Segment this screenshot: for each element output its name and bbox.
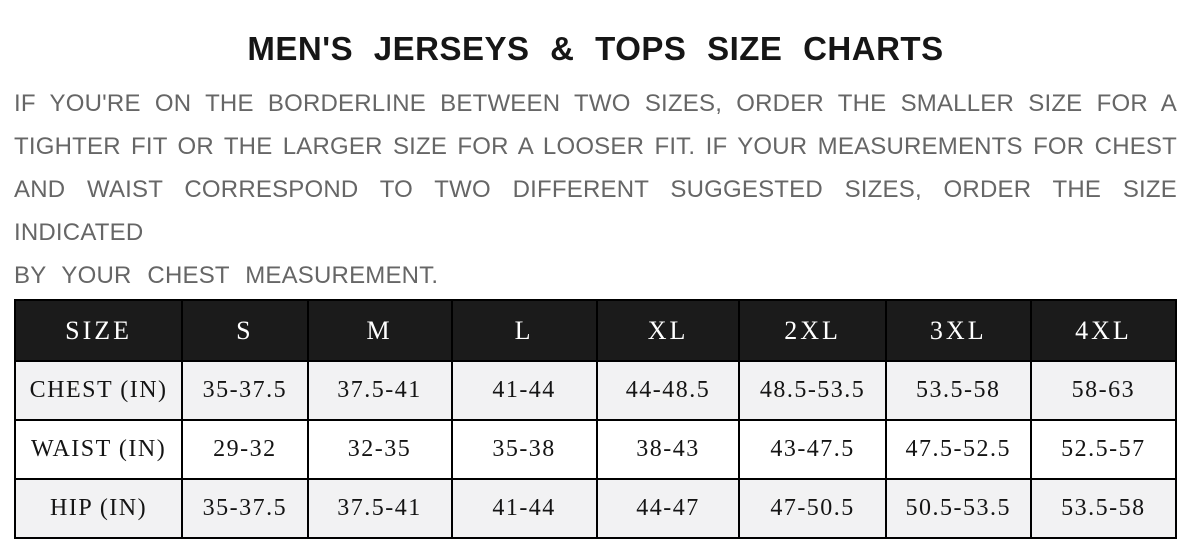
column-header-l: L (452, 300, 597, 361)
table-row-chest (15, 361, 1176, 420)
intro-line-3: AND WAIST CORRESPOND TO TWO DIFFERENT SUGGESTED SIZES, ORDER THE SIZE INDICATED (14, 176, 1177, 246)
table-cell: 29-32 (182, 420, 307, 479)
table-cell: 38-43 (597, 420, 740, 479)
page-title: MEN'S JERSEYS & TOPS SIZE CHARTS (247, 30, 944, 67)
column-header-m: M (308, 300, 452, 361)
table-cell: 35-37.5 (182, 361, 307, 420)
table-row-hip (15, 479, 1176, 538)
table-cell: 50.5-53.5 (886, 479, 1031, 538)
column-header-xl: XL (597, 300, 740, 361)
table-cell: 37.5-41 (308, 361, 452, 420)
table-cell: 32-35 (308, 420, 452, 479)
size-chart-body (15, 361, 1176, 538)
table-cell: 44-47 (597, 479, 740, 538)
size-chart-table (14, 299, 1177, 539)
table-cell: 47.5-52.5 (886, 420, 1031, 479)
table-cell: 35-38 (452, 420, 597, 479)
column-header-s: S (182, 300, 307, 361)
column-header-2xl: 2XL (739, 300, 885, 361)
row-label: CHEST (IN) (15, 361, 182, 420)
header-row (15, 300, 1176, 361)
table-cell: 47-50.5 (739, 479, 885, 538)
column-header-4xl: 4XL (1031, 300, 1176, 361)
intro-line-1: IF YOU'RE ON THE BORDERLINE BETWEEN TWO SIZES, ORDER THE SMALLER SIZE FOR A (14, 90, 1177, 117)
table-cell: 58-63 (1031, 361, 1176, 420)
table-cell: 48.5-53.5 (739, 361, 885, 420)
column-header-3xl: 3XL (886, 300, 1031, 361)
table-cell: 41-44 (452, 361, 597, 420)
table-cell: 43-47.5 (739, 420, 885, 479)
table-cell: 35-37.5 (182, 479, 307, 538)
table-cell: 37.5-41 (308, 479, 452, 538)
row-label: HIP (IN) (15, 479, 182, 538)
page-root (0, 28, 1191, 539)
intro-line-2: TIGHTER FIT OR THE LARGER SIZE FOR A LOOSER FIT. IF YOUR MEASUREMENTS FOR CHEST (14, 133, 1177, 160)
table-row-waist (15, 420, 1176, 479)
table-cell: 52.5-57 (1031, 420, 1176, 479)
size-chart-header (15, 300, 1176, 361)
column-header-size: SIZE (15, 300, 182, 361)
intro-line-4: BY YOUR CHEST MEASUREMENT. (14, 262, 439, 289)
table-cell: 53.5-58 (886, 361, 1031, 420)
intro-paragraph (14, 82, 1177, 297)
table-cell: 44-48.5 (597, 361, 740, 420)
row-label: WAIST (IN) (15, 420, 182, 479)
table-cell: 53.5-58 (1031, 479, 1176, 538)
table-cell: 41-44 (452, 479, 597, 538)
